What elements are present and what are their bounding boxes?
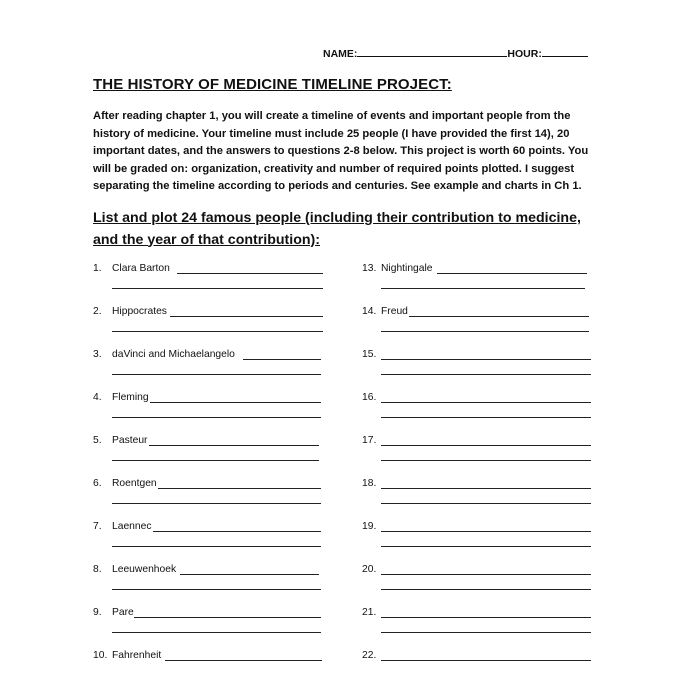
answer-line[interactable]	[381, 417, 591, 418]
item-number: 2.	[93, 306, 102, 317]
item-name: Clara Barton	[112, 263, 170, 274]
item-number: 3.	[93, 349, 102, 360]
item-number: 8.	[93, 564, 102, 575]
answer-line[interactable]	[149, 445, 319, 446]
item-name: Nightingale	[381, 263, 433, 274]
answer-line[interactable]	[381, 374, 591, 375]
name-label: NAME:	[323, 48, 358, 60]
answer-line[interactable]	[153, 531, 321, 532]
answer-line[interactable]	[381, 445, 591, 446]
intro-paragraph: After reading chapter 1, you will create a timeline of events and important people from the history of medicine. Your timeline must include 25 people (I have provided the first 14), 20 important dates, and the answers to questions 2-8 below. This project is worth 60 points. You will be graded on: organization, creativity and number of required points plotted. I suggest separating the timeline according to periods and centuries. See example and charts in Ch 1.	[93, 110, 589, 193]
answer-line[interactable]	[112, 632, 321, 633]
hour-label: HOUR:	[507, 48, 542, 60]
item-number: 1.	[93, 263, 102, 274]
answer-line[interactable]	[112, 546, 321, 547]
answer-line[interactable]	[381, 632, 591, 633]
item-number: 17.	[362, 435, 377, 446]
answer-line[interactable]	[112, 460, 319, 461]
list-heading: List and plot 24 famous people (including their contribution to medicine, and the year of that contribution):	[93, 210, 581, 248]
answer-line[interactable]	[409, 316, 589, 317]
item-number: 4.	[93, 392, 102, 403]
item-number: 22.	[362, 650, 377, 661]
item-number: 6.	[93, 478, 102, 489]
answer-line[interactable]	[381, 574, 591, 575]
item-number: 19.	[362, 521, 377, 532]
item-name: daVinci and Michaelangelo	[112, 349, 235, 360]
item-number: 18.	[362, 478, 377, 489]
item-name: Hippocrates	[112, 306, 167, 317]
answer-line[interactable]	[381, 531, 591, 532]
answer-line[interactable]	[165, 660, 322, 661]
answer-line[interactable]	[381, 589, 591, 590]
answer-line[interactable]	[177, 273, 323, 274]
answer-line[interactable]	[112, 288, 323, 289]
answer-line[interactable]	[112, 374, 321, 375]
answer-line[interactable]	[381, 488, 591, 489]
item-name: Freud	[381, 306, 408, 317]
answer-line[interactable]	[381, 402, 591, 403]
item-name: Fahrenheit	[112, 650, 162, 661]
item-number: 7.	[93, 521, 102, 532]
item-name: Leeuwenhoek	[112, 564, 177, 575]
answer-line[interactable]	[381, 546, 591, 547]
answer-line[interactable]	[381, 331, 589, 332]
page-title: THE HISTORY OF MEDICINE TIMELINE PROJECT:	[93, 76, 452, 93]
answer-line[interactable]	[381, 288, 585, 289]
item-number: 10.	[93, 650, 108, 661]
answer-line[interactable]	[112, 503, 321, 504]
answer-line[interactable]	[381, 503, 591, 504]
answer-line[interactable]	[243, 359, 321, 360]
hour-field[interactable]	[542, 45, 588, 57]
answer-line[interactable]	[150, 402, 321, 403]
answer-line[interactable]	[381, 359, 591, 360]
answer-line[interactable]	[381, 660, 591, 661]
item-name: Roentgen	[112, 478, 157, 489]
answer-line[interactable]	[112, 331, 323, 332]
answer-line[interactable]	[158, 488, 321, 489]
name-hour-line	[323, 45, 588, 60]
item-name: Fleming	[112, 392, 149, 403]
item-number: 5.	[93, 435, 102, 446]
answer-line[interactable]	[180, 574, 319, 575]
item-number: 16.	[362, 392, 377, 403]
answer-line[interactable]	[112, 589, 321, 590]
item-number: 20.	[362, 564, 377, 575]
answer-line[interactable]	[381, 617, 591, 618]
name-field[interactable]	[357, 45, 507, 57]
answer-line[interactable]	[381, 460, 591, 461]
item-name: Pare	[112, 607, 134, 618]
answer-line[interactable]	[170, 316, 323, 317]
answer-line[interactable]	[437, 273, 587, 274]
answer-line[interactable]	[134, 617, 321, 618]
item-number: 9.	[93, 607, 102, 618]
item-name: Laennec	[112, 521, 152, 532]
item-number: 13.	[362, 263, 377, 274]
item-number: 15.	[362, 349, 377, 360]
item-name: Pasteur	[112, 435, 148, 446]
item-number: 21.	[362, 607, 377, 618]
item-number: 14.	[362, 306, 377, 317]
answer-line[interactable]	[112, 417, 321, 418]
